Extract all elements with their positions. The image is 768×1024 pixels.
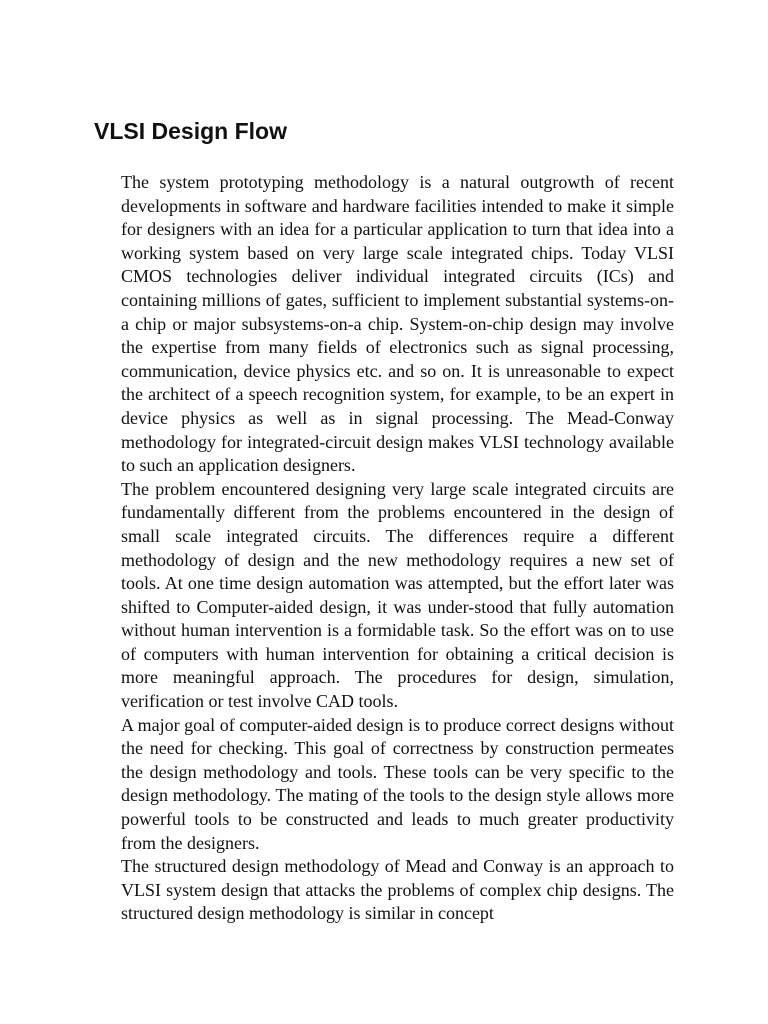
paragraph-4: The structured design methodology of Mead and Conway is an approach to VLSI system design that attacks the problems of complex chip designs. The structured design methodology is similar in concept <box>121 856 674 924</box>
paragraph-3: A major goal of computer-aided design is to produce correct designs without the need for checking. This goal of correctness by construction permeates the design methodology and tools. These tools can be very specific to the design methodology. The mating of the tools to the design style allows more powerful tools to be constructed and leads to much greater productivity from the designers. <box>121 714 674 853</box>
page-title: VLSI Design Flow <box>94 118 287 144</box>
paragraph-1: The system prototyping methodology is a natural outgrowth of recent developments in software and hardware facilities intended to make it simple for designers with an idea for a particular application to turn that idea into a working system based on very large scale integrated chips. Today VLSI CMOS technologies deliver individual integrated circuits (ICs) and containing millions of gates, sufficient to implement substantial systems-on-a chip or major subsystems-on-a chip. System-on-chip design may involve the expertise from many fields of electronics such as signal processing, communication, device physics etc. and so on. It is unreasonable to expect the architect of a speech recognition system, for example, to be an expert in device physics as well as in signal processing. The Mead-Conway methodology for integrated-circuit design makes VLSI technology available to such an application designers. <box>121 172 674 476</box>
paragraph-2: The problem encountered designing very large scale integrated circuits are fundamentally different from the problems encountered in the design of small scale integrated circuits. The differences require a different methodology of design and the new methodology requires a new set of tools. At one time design automation was attempted, but the effort later was shifted to Computer-aided design, it was under-stood that fully automation without human intervention is a formidable task. So the effort was on to use of computers with human intervention for obtaining a critical decision is more meaningful approach. The procedures for design, simulation, verification or test involve CAD tools. <box>121 478 674 712</box>
body-text <box>121 171 674 926</box>
